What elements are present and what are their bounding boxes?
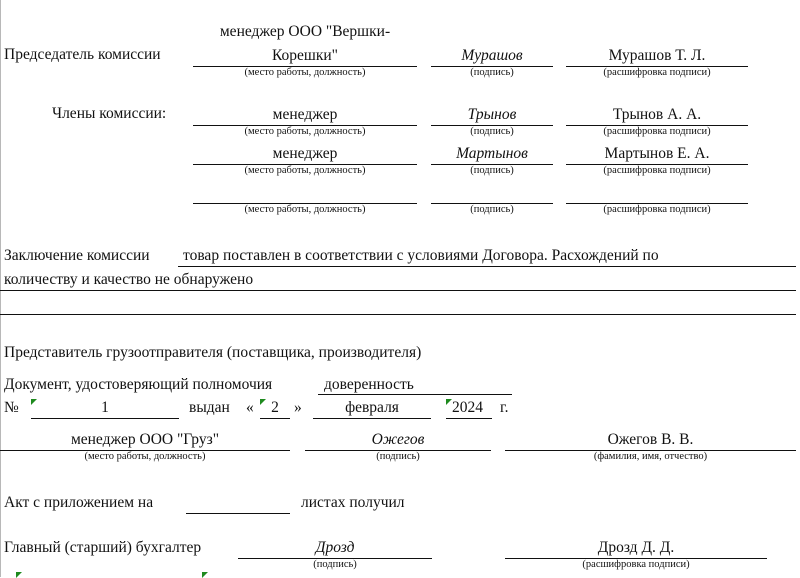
- green-corner-mark: [16, 572, 22, 578]
- chairman-workplace-caption: (место работы, должность): [244, 67, 366, 78]
- shipper-workplace-caption: (место работы, должность): [84, 451, 206, 462]
- number-value: 1: [101, 399, 109, 416]
- conclusion-line2: количеству и качество не обнаружено: [4, 271, 254, 288]
- left-grid-line: [0, 0, 1, 577]
- issued-label: выдан: [189, 399, 230, 416]
- chairman-label: Председатель комиссии: [4, 46, 161, 63]
- number-rule: [31, 418, 179, 419]
- member-2-workplace-caption: (место работы, должность): [244, 165, 366, 176]
- green-corner-mark: [202, 572, 208, 578]
- issue-year: 2024: [452, 399, 483, 416]
- member-1-workplace: менеджер: [272, 106, 338, 123]
- issue-month: февраля: [345, 399, 399, 416]
- chairman-signature: Мурашов: [461, 47, 523, 64]
- accountant-name: Дрозд Д. Д.: [597, 539, 675, 556]
- number-label: №: [4, 399, 19, 416]
- shipper-name-caption: (фамилия, имя, отчество): [593, 451, 708, 462]
- shipper-doc-label: Документ, удостоверяющий полномочия: [4, 376, 273, 393]
- issue-year-rule: [446, 418, 492, 419]
- accountant-name-caption: (расшифровка подписи): [582, 559, 690, 570]
- act-sheets-rule: [186, 513, 290, 514]
- member-2-signature: Мартынов: [456, 145, 528, 162]
- chairman-signature-caption: (подпись): [470, 67, 514, 78]
- members-label: Члены комиссии:: [52, 105, 167, 122]
- member-1-name: Трынов А. А.: [612, 106, 702, 123]
- conclusion-label: Заключение комиссии: [4, 247, 150, 264]
- chairman-name: Мурашов Т. Л.: [608, 47, 706, 64]
- member-1-name-caption: (расшифровка подписи): [603, 126, 711, 137]
- quote-open: «: [246, 399, 254, 416]
- shipper-doc-rule: [318, 394, 512, 395]
- member-2-signature-caption: (подпись): [470, 165, 514, 176]
- year-suffix: г.: [500, 399, 509, 416]
- shipper-doc-value: доверенность: [324, 376, 414, 393]
- conclusion-line1: товар поставлен в соответствии с условиями Договора. Расхождений по: [183, 247, 659, 264]
- member-2-name: Мартынов Е. А.: [604, 145, 710, 162]
- act-suffix: листах получил: [301, 494, 405, 511]
- member-1-signature-caption: (подпись): [470, 126, 514, 137]
- act-label: Акт с приложением на: [4, 494, 154, 511]
- shipper-signature-caption: (подпись): [376, 451, 420, 462]
- member-2-workplace: менеджер: [272, 145, 338, 162]
- accountant-signature: Дрозд: [315, 539, 355, 556]
- member-2-name-caption: (расшифровка подписи): [603, 165, 711, 176]
- shipper-signature: Ожегов: [371, 431, 425, 448]
- member-1-workplace-caption: (место работы, должность): [244, 126, 366, 137]
- member-1-signature: Трынов: [467, 106, 517, 123]
- chairman-workplace-line2: Корешки": [271, 47, 339, 64]
- issue-day-rule: [260, 418, 290, 419]
- conclusion-line2-rule: [0, 290, 796, 291]
- member-3-workplace-caption: (место работы, должность): [244, 204, 366, 215]
- conclusion-line1-rule: [178, 266, 796, 267]
- shipper-workplace: менеджер ООО "Груз": [70, 431, 220, 448]
- member-3-name-caption: (расшифровка подписи): [603, 204, 711, 215]
- chairman-name-caption: (расшифровка подписи): [603, 67, 711, 78]
- chairman-workplace-line1: менеджер ООО "Вершки-: [219, 23, 391, 40]
- shipper-name: Ожегов В. В.: [607, 431, 694, 448]
- issue-day: 2: [271, 399, 279, 416]
- member-3-signature-caption: (подпись): [470, 204, 514, 215]
- accountant-signature-caption: (подпись): [313, 559, 357, 570]
- conclusion-line3-rule: [0, 314, 796, 315]
- quote-close: »: [294, 399, 302, 416]
- accountant-label: Главный (старший) бухгалтер: [4, 539, 202, 556]
- issue-month-rule: [313, 418, 431, 419]
- shipper-heading: Представитель грузоотправителя (поставщика, производителя): [4, 344, 422, 361]
